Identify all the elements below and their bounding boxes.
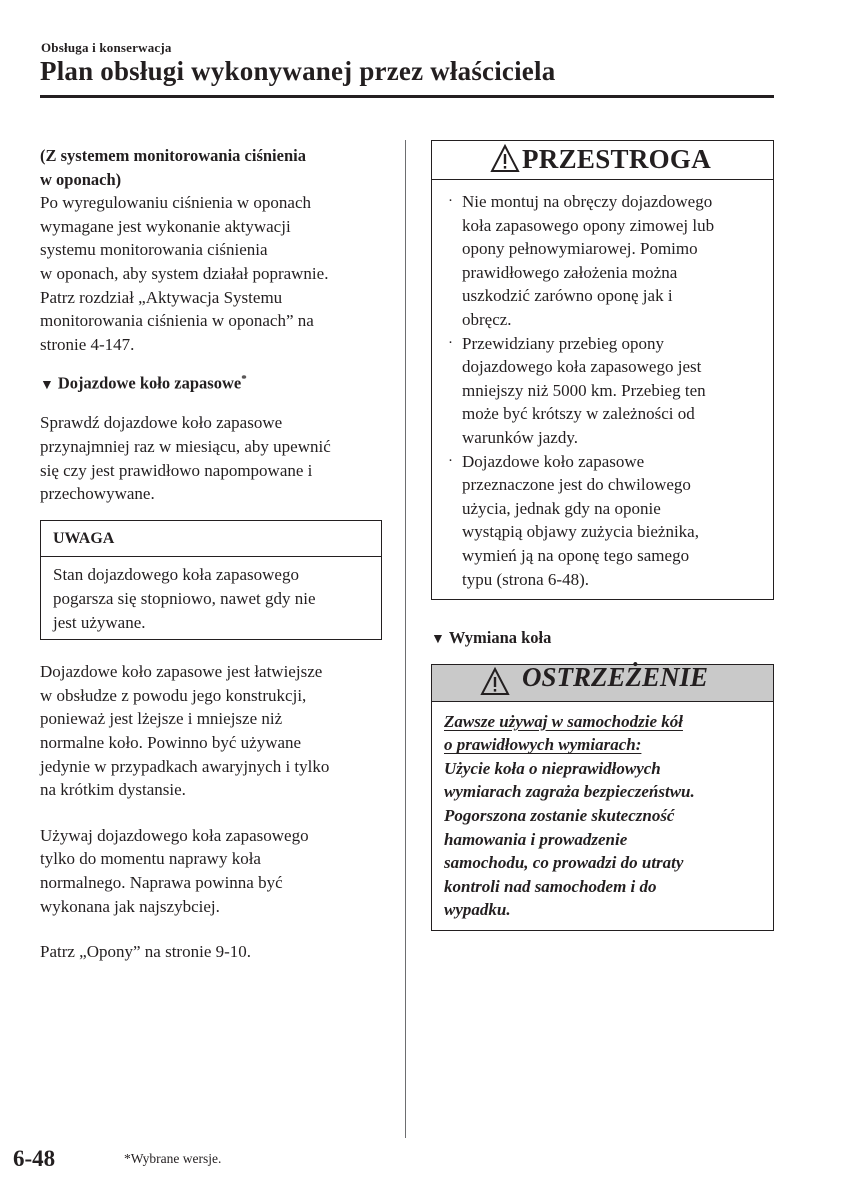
tpms-heading-line-2: w oponach) xyxy=(40,169,122,189)
text-line: jedynie w przypadkach awaryjnych i tylko xyxy=(40,756,330,776)
text-line: dojazdowego koła zapasowego jest xyxy=(462,357,702,377)
text-line: przynajmniej raz w miesiącu, aby upewnić xyxy=(40,437,331,457)
warning-header xyxy=(432,661,773,702)
warning-body xyxy=(432,702,773,930)
text-line: wymiarach zagraża bezpieczeństwu. xyxy=(444,782,695,802)
title-rule xyxy=(40,95,774,98)
text-line: pogarsza się stopniowo, nawet gdy nie xyxy=(53,589,316,608)
caution-header xyxy=(432,141,773,180)
text-line: tylko do momentu naprawy koła xyxy=(40,849,261,869)
spare-wheel-heading-text: Dojazdowe koło zapasowe xyxy=(57,373,242,393)
caution-item xyxy=(448,450,761,592)
text-line: hamowania i prowadzenie xyxy=(444,829,628,849)
triangle-bullet-icon: ▼ xyxy=(40,377,54,393)
text-line: systemu monitorowania ciśnienia xyxy=(40,240,268,260)
text-line: przeznaczone jest do chwilowego xyxy=(462,475,691,495)
text-line: warunków jazdy. xyxy=(462,427,578,447)
bullet-dot: · xyxy=(448,334,453,351)
text-line: uszkodzić zarówno oponę jak i xyxy=(462,286,673,306)
text-line: w obsłudze z powodu jego konstrukcji, xyxy=(40,685,307,705)
text-line: może być krótszy w zależności od xyxy=(462,404,695,424)
text-line: przechowywane. xyxy=(40,484,155,504)
column-divider xyxy=(405,140,406,1138)
text-line: Używaj dojazdowego koła zapasowego xyxy=(40,825,309,845)
wheel-change-heading xyxy=(431,626,774,652)
warning-triangle-icon xyxy=(490,144,520,174)
text-line: wymień ją na oponę tego samego xyxy=(462,545,690,565)
warning-box xyxy=(431,661,774,931)
notice-label: UWAGA xyxy=(41,521,381,558)
text-line: Przewidziany przebieg opony xyxy=(462,333,665,353)
page-number: 6-48 xyxy=(13,1146,56,1171)
caution-item xyxy=(448,332,761,450)
text-line: obręcz. xyxy=(462,309,512,329)
text-line: Dojazdowe koło zapasowe jest łatwiejsze xyxy=(40,662,323,682)
text-line: prawidłowego założenia można xyxy=(462,262,678,282)
text-line: stronie 4-147. xyxy=(40,334,135,354)
warning-underlined-line: o prawidłowych wymiarach: xyxy=(444,735,642,755)
notice-box xyxy=(40,520,382,640)
text-line: Stan dojazdowego koła zapasowego xyxy=(53,565,299,585)
text-line: jest używane. xyxy=(53,612,146,632)
notice-body xyxy=(41,557,381,639)
text-line: mniejszy niż 5000 km. Przebieg ten xyxy=(462,380,706,400)
bullet-dot: · xyxy=(448,452,453,469)
text-line: Sprawdź dojazdowe koło zapasowe xyxy=(40,413,283,433)
text-line: Nie montuj na obręczy dojazdowego xyxy=(462,192,713,211)
text-line: Patrz rozdział „Aktywacja Systemu xyxy=(40,287,283,307)
text-line: kontroli nad samochodem i do xyxy=(444,876,657,896)
spare-wheel-heading xyxy=(40,368,385,397)
section-label: Obsługa i konserwacja xyxy=(41,40,172,55)
caution-label: PRZESTROGA xyxy=(522,144,712,175)
text-line: Użycie koła o nieprawidłowych xyxy=(444,758,661,778)
text-line: samochodu, co prowadzi do utraty xyxy=(444,853,684,873)
triangle-bullet-icon: ▼ xyxy=(431,632,445,648)
text-line: wypadku. xyxy=(444,900,511,920)
text-line: Po wyregulowaniu ciśnienia w oponach xyxy=(40,193,311,213)
text-line: ponieważ jest lżejsze i mniejsze niż xyxy=(40,709,283,729)
asterisk-mark: * xyxy=(241,373,247,386)
left-column xyxy=(40,144,385,964)
warning-label: OSTRZEŻENIE xyxy=(522,661,709,692)
caution-item xyxy=(448,190,761,332)
wheel-change-heading-text: Wymiana koła xyxy=(448,628,552,648)
text-line: typu (strona 6-48). xyxy=(462,569,590,589)
page-title: Plan obsługi wykonywanej przez właściciela xyxy=(40,56,556,86)
text-line: opony pełnowymiarowej. Pomimo xyxy=(462,239,698,259)
text-line: Patrz „Opony” na stronie 9-10. xyxy=(40,942,252,962)
text-line: się czy jest prawidłowo napompowane i xyxy=(40,460,313,480)
right-column xyxy=(431,140,774,931)
caution-box xyxy=(431,140,774,600)
text-line: monitorowania ciśnienia w oponach” na xyxy=(40,311,314,331)
footnote: *Wybrane wersje. xyxy=(124,1151,222,1166)
warning-triangle-icon xyxy=(480,667,510,697)
text-line: wymagane jest wykonanie aktywacji xyxy=(40,216,291,236)
warning-underlined-line: Zawsze używaj w samochodzie kół xyxy=(444,711,683,731)
text-line: w oponach, aby system działał poprawnie. xyxy=(40,263,329,283)
text-line: wystąpią objawy zużycia bieżnika, xyxy=(462,522,699,542)
text-line: normalne koło. Powinno być używane xyxy=(40,732,302,752)
tpms-heading-line-1: (Z systemem monitorowania ciśnienia xyxy=(40,146,306,165)
text-line: Dojazdowe koło zapasowe xyxy=(462,451,645,471)
text-line: na krótkim dystansie. xyxy=(40,780,186,800)
text-line: koła zapasowego opony zimowej lub xyxy=(462,215,715,235)
caution-body xyxy=(432,180,773,599)
text-line: Pogorszona zostanie skuteczność xyxy=(444,806,675,826)
bullet-dot: · xyxy=(448,193,453,209)
text-line: normalnego. Naprawa powinna być xyxy=(40,872,283,892)
text-line: użycia, jednak gdy na oponie xyxy=(462,498,661,518)
text-line: wykonana jak najszybciej. xyxy=(40,896,220,916)
